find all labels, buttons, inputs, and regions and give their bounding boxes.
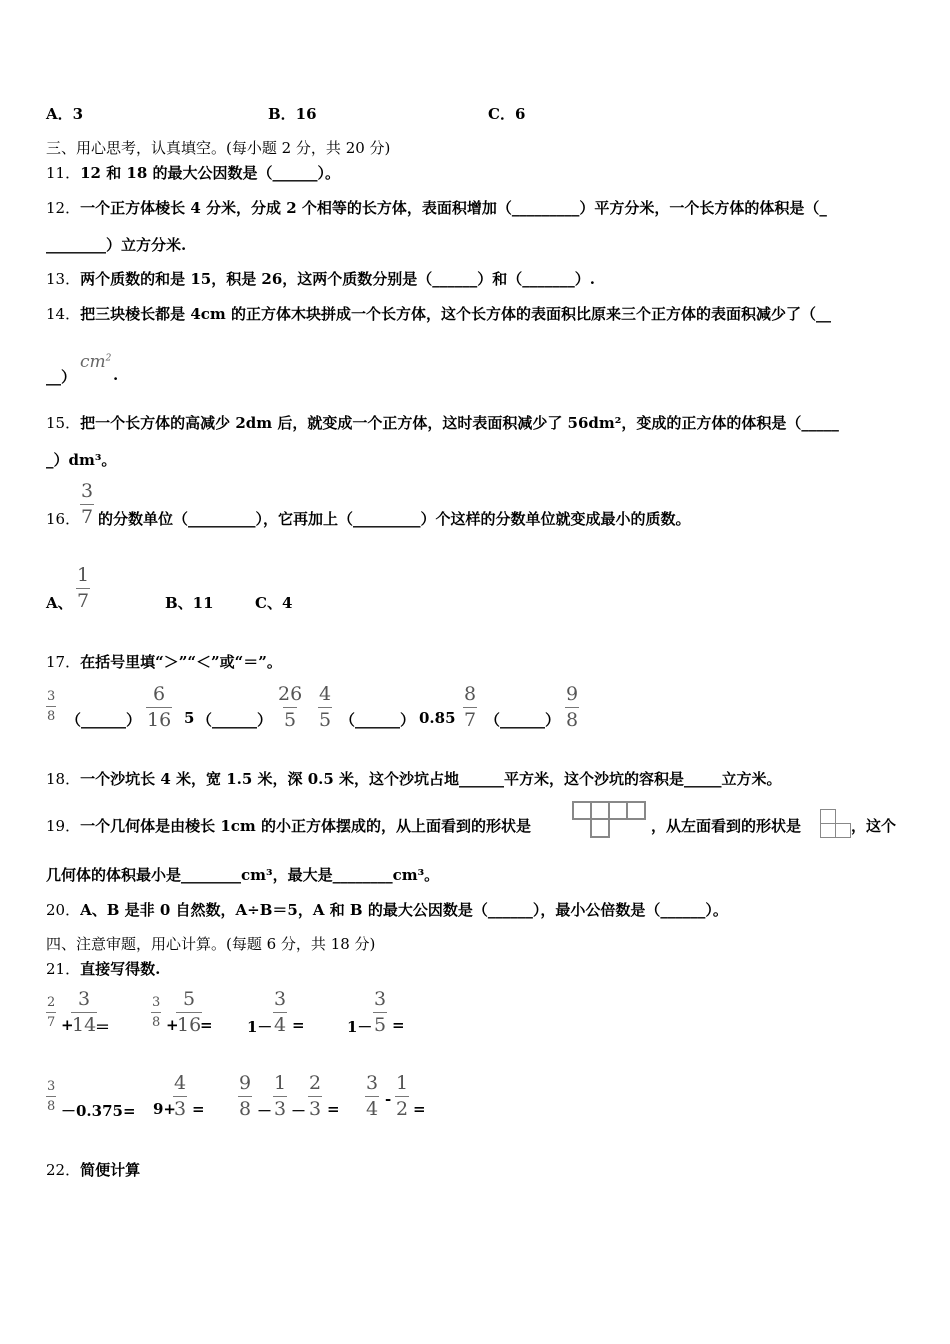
q17-f3-n: 26 (278, 683, 303, 705)
q16-option-a-fraction (76, 566, 90, 611)
q10-option-c: C．6 (488, 105, 526, 123)
q21-r1e2-f2-d: 16 (177, 1014, 202, 1036)
top-view-cell (608, 801, 628, 820)
q16-numerator: 3 (81, 480, 94, 502)
q11-text: 12 和 18 的最大公因数是（______）。 (80, 164, 341, 182)
q21-r2e3-f3-d: 3 (309, 1098, 322, 1120)
q15-text-1: 把一个长方体的高减少 2dm 后，就变成一个正方体，这时表面积减少了 56dm²，变成的正方体的体积是（_____ (80, 414, 839, 432)
q21-text: 直接写得数. (80, 960, 161, 978)
q21-r1e2-fraction-2 (176, 990, 202, 1035)
q21-r2e3-fraction-1 (238, 1074, 252, 1119)
q15-number: 15． (46, 414, 81, 432)
q16-denominator: 7 (81, 506, 94, 528)
q17-f1-n: 3 (47, 689, 56, 704)
q21-r1e1-equals: ＝ (95, 1018, 111, 1036)
q21-r1e2-f2-n: 5 (183, 988, 196, 1010)
top-view-shape (572, 801, 648, 839)
q21-r2e1-fraction (46, 1080, 56, 1113)
q10-option-b: B．16 (268, 105, 317, 123)
section4-title: 四、注意审题，用心计算。(每题 6 分，共 18 分) (46, 935, 376, 953)
q21-r1e4-fraction (373, 990, 387, 1035)
q17-fraction-2 (146, 685, 172, 730)
q14-unit-text: cm (80, 352, 106, 372)
q21-r2e3-f1-n: 9 (239, 1072, 252, 1094)
question-14 (46, 303, 831, 324)
question-21 (46, 958, 160, 979)
q17-fraction-3 (277, 685, 303, 730)
q21-r1e1-plus: + (61, 1016, 74, 1034)
left-view-shape (820, 809, 852, 839)
q17-decimal: 0.85 (419, 709, 456, 727)
question-11 (46, 162, 340, 183)
q21-r1e4-equals: = (392, 1016, 405, 1034)
q21-r1e3-f-d: 4 (274, 1014, 287, 1036)
q21-r2e4-f2-d: 2 (396, 1098, 409, 1120)
q14-text-2a: __） (46, 368, 77, 386)
section3-title: 三、用心思考，认真填空。(每小题 2 分，共 20 分) (46, 139, 391, 157)
q19-text-1b: ，从左面看到的形状是 (651, 817, 802, 835)
q18-number: 18． (46, 770, 81, 788)
q16-option-b: B、11 (165, 594, 214, 612)
question-12 (46, 197, 827, 218)
q21-r2e4-equals: = (413, 1100, 426, 1118)
q18-text: 一个沙坑长 4 米，宽 1.5 米，深 0.5 米，这个沙坑占地______平方米，这个沙坑的容积是_____立方米。 (80, 770, 782, 788)
q13-number: 13． (46, 270, 81, 288)
q14-unit-sup: 2 (105, 353, 112, 364)
q19-text-1: 一个几何体是由棱长 1cm 的小正方体摆成的，从上面看到的形状是 (80, 817, 531, 835)
q21-r1e2-fraction-1 (151, 996, 161, 1029)
q21-r1e2-plus: + (166, 1016, 179, 1034)
q17-fraction-1 (46, 690, 56, 723)
q21-r1e1-f2-d: 14 (72, 1014, 97, 1036)
q21-r2e3-fraction-3 (308, 1074, 322, 1119)
q14-text-2b: . (113, 366, 119, 384)
q21-r2e4-f2-n: 1 (396, 1072, 409, 1094)
q20-number: 20． (46, 901, 81, 919)
top-view-cell (626, 801, 646, 820)
q17-f3-d: 5 (284, 709, 297, 731)
q21-r2e3-f2-d: 3 (274, 1098, 287, 1120)
q21-r2e2-f-d: 3 (174, 1098, 187, 1120)
q21-r2e3-f3-n: 2 (309, 1072, 322, 1094)
q21-r1e2-f1-n: 3 (152, 995, 161, 1010)
q21-r2e2-equals: = (192, 1100, 205, 1118)
left-view-cell (820, 823, 836, 838)
q14-text-1: 把三块棱长都是 4cm 的正方体木块拼成一个长方体，这个长方体的表面积比原来三个正方体的表面积减少了（__ (80, 305, 831, 323)
q21-r1e1-fraction-1 (46, 996, 56, 1029)
q17-f4-d: 5 (319, 709, 332, 731)
q21-r2e3-f1-d: 8 (239, 1098, 252, 1120)
q17-f5-n: 8 (464, 683, 477, 705)
q21-r2e4-f1-d: 4 (366, 1098, 379, 1120)
q21-r2e4-fraction-2 (395, 1074, 409, 1119)
q15-text-2: _）dm³。 (46, 451, 117, 469)
q21-r2e1-f-n: 3 (47, 1079, 56, 1094)
q17-f1-d: 8 (46, 706, 56, 723)
q21-r1e2-f1-d: 8 (151, 1012, 161, 1029)
q21-r2e3-f2-n: 1 (274, 1072, 287, 1094)
q17-number: 17． (46, 653, 81, 671)
q17-blank-3: （______） (340, 711, 416, 729)
q21-r1e1-f2-n: 3 (78, 988, 91, 1010)
question-22 (46, 1159, 140, 1180)
question-15 (46, 412, 839, 433)
q19-number: 19． (46, 817, 81, 835)
q17-f5-d: 7 (464, 709, 477, 731)
q19-text-1c: ，这个 (851, 817, 897, 835)
question-18 (46, 768, 782, 789)
q21-r2e2-fraction (173, 1074, 187, 1119)
q16-fraction (80, 482, 94, 527)
question-13 (46, 268, 595, 289)
q21-r2e1-f-d: 8 (46, 1096, 56, 1113)
q21-r2e4-f1-n: 3 (366, 1072, 379, 1094)
q21-r1e3-f-n: 3 (274, 988, 287, 1010)
q21-r1e3-equals: = (292, 1016, 305, 1034)
q21-r1e1-f1-d: 7 (46, 1012, 56, 1029)
q19-text-2: 几何体的体积最小是________cm³，最大是________cm³。 (46, 866, 440, 884)
top-view-cell (572, 801, 592, 820)
q21-r2e2-f-n: 4 (174, 1072, 187, 1094)
q17-f4-n: 4 (319, 683, 332, 705)
q17-f6-d: 8 (566, 709, 579, 731)
q21-r1e3-one-minus: 1－ (247, 1018, 273, 1036)
q17-blank-1: （______） (66, 711, 142, 729)
q16-number: 16． (46, 510, 81, 528)
q22-text: 简便计算 (80, 1161, 141, 1179)
q21-r2e4-minus: - (385, 1090, 392, 1108)
q21-r1e1-f1-n: 2 (47, 995, 56, 1010)
q17-fraction-4 (318, 685, 332, 730)
q16-text: 的分数单位（_________），它再加上（_________）个这样的分数单位就变成最小的质数。 (98, 510, 691, 528)
q11-number: 11． (46, 164, 81, 182)
q17-fraction-5 (463, 685, 477, 730)
q16-opt-a-denominator: 7 (77, 590, 90, 612)
q17-blank-2: （______） (197, 711, 273, 729)
q21-r1e4-f-n: 3 (374, 988, 387, 1010)
q17-fraction-6 (565, 685, 579, 730)
question-17 (46, 651, 282, 672)
left-view-cell (820, 809, 836, 824)
q21-r2e4-fraction-1 (365, 1074, 379, 1119)
q21-r1e1-fraction-2 (71, 990, 97, 1035)
q21-r1e4-f-d: 5 (374, 1014, 387, 1036)
q21-r2e3-minus-2: － (291, 1102, 307, 1120)
q12-text-2: ________）立方分米. (46, 236, 187, 254)
q21-r1e4-one-minus: 1－ (347, 1018, 373, 1036)
q17-text: 在括号里填“＞”“＜”或“＝”。 (80, 653, 282, 671)
q10-option-a: A．3 (46, 105, 84, 123)
q17-f6-n: 9 (566, 683, 579, 705)
q21-number: 21． (46, 960, 81, 978)
q16-option-c: C、4 (255, 594, 293, 612)
q17-f2-n: 6 (153, 683, 166, 705)
q21-r2e3-equals: = (327, 1100, 340, 1118)
q16-opt-a-numerator: 1 (77, 564, 90, 586)
q21-r1e2-equals: = (200, 1016, 213, 1034)
q20-text: A、B 是非 0 自然数，A÷B＝5，A 和 B 的最大公因数是（______），最小公倍数是（______）。 (80, 901, 728, 919)
q17-five: 5 (184, 709, 195, 727)
question-20 (46, 899, 728, 920)
q22-number: 22． (46, 1161, 81, 1179)
q16-option-a-label: A、 (46, 594, 73, 612)
q17-blank-4: （______） (485, 711, 561, 729)
q13-text: 两个质数的和是 15，积是 26，这两个质数分别是（______）和（_______）. (80, 270, 596, 288)
q21-r2e1-rest: －0.375= (61, 1102, 136, 1120)
question-19 (46, 815, 531, 836)
left-view-cell (835, 823, 851, 838)
q21-r2e3-fraction-2 (273, 1074, 287, 1119)
q21-r2e3-minus-1: － (257, 1102, 273, 1120)
q21-r1e3-fraction (273, 990, 287, 1035)
q12-number: 12． (46, 199, 81, 217)
top-view-cell (590, 818, 610, 838)
q14-number: 14． (46, 305, 81, 323)
q14-unit (80, 352, 111, 372)
q17-f2-d: 16 (147, 709, 172, 731)
q12-text-1: 一个正方体棱长 4 分米，分成 2 个相等的长方体，表面积增加（_________）平方分米，一个长方体的体积是（_ (80, 199, 827, 217)
q21-r2e2-prefix: 9+ (153, 1100, 177, 1118)
